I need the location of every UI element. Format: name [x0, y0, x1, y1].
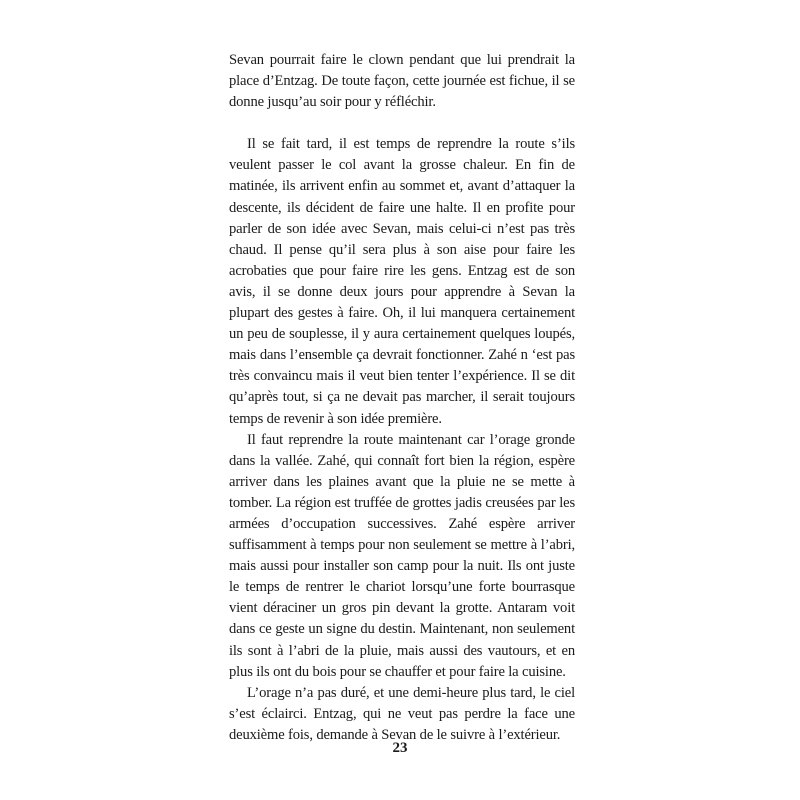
paragraph-1: Sevan pourrait faire le clown pendant que lui prendrait la place d’Entzag. De toute façon, cette journée est fichue, il se donne jusqu’au soir pour y réfléchir.	[229, 52, 575, 111]
page-number: 23	[392, 740, 408, 756]
paragraph-3: Il faut reprendre la route maintenant car l’orage gronde dans la vallée. Zahé, qui connaît fort bien la région, espère arriver dans les plaines avant que la pluie ne se mette à tomber. La région est truffée de grottes jadis creusées par les armées d’occupation successives. Zahé espère arriver suffisamment à temps pour non seulement se mettre à l’abri, mais aussi pour installer son camp pour la nuit. Ils ont juste le temps de rentrer le chariot lorsqu’une forte bourrasque vient déraciner un gros pin devant la grotte. Antaram voit dans ce geste un signe du destin. Maintenant, non seulement ils sont à l’abri de la pluie, mais aussi des vautours, et en plus ils ont du bois pour se chauffer et pour faire la cuisine.	[229, 431, 575, 680]
paragraph-2: Il se fait tard, il est temps de reprendre la route s’ils veulent passer le col avant la grosse chaleur. En fin de matinée, ils arrivent enfin au sommet et, avant d’attaquer la descente, ils décident de faire une halte. Il en profite pour parler de son idée avec Sevan, mais celui-ci n’est pas très chaud. Il pense qu’il sera plus à son aise pour faire les acrobaties que pour faire rire les gens. Entzag est de son avis, il se donne deux jours pour apprendre à Sevan la plupart des gestes à faire. Oh, il lui manquera certainement un peu de souplesse, il y aura certainement quelques loupés, mais dans l’ensemble ça devrait fonctionner. Zahé n ‘est pas très convaincu mais il veut bien tenter l’expérience. Il se dit qu’après tout, si ça ne devait pas marcher, il serait toujours temps de revenir à son idée première.	[229, 136, 575, 427]
body-text	[229, 50, 575, 746]
paragraph-4: L’orage n’a pas duré, et une demi-heure plus tard, le ciel s’est éclairci. Entzag, qui ne veut pas perdre la face une deuxième fois, demande à Sevan de le suivre à l’extérieur.	[229, 684, 575, 743]
